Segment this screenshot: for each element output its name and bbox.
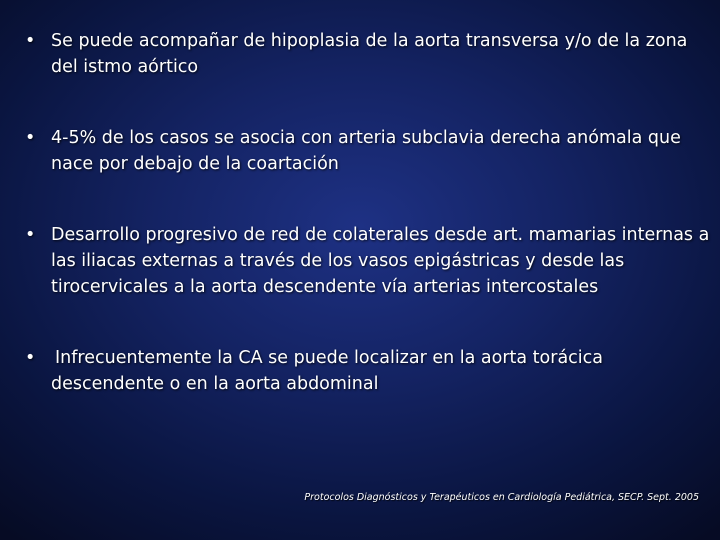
bullet-marker: • bbox=[25, 128, 36, 148]
bullet-marker: • bbox=[25, 31, 36, 51]
bullet-text: 4-5% de los casos se asocia con arteria subclavia derecha anómala que nace por debajo de la coartación bbox=[51, 128, 681, 174]
bullet-text: Desarrollo progresivo de red de colaterales desde art. mamarias internas a las iliacas externas a través de los vasos epigástricas y desde las tirocervicales a la aorta descendente vía arterias intercostales bbox=[51, 225, 710, 297]
bullet-marker: • bbox=[25, 348, 36, 368]
bullet-list bbox=[20, 28, 710, 442]
bullet-text: Infrecuentemente la CA se puede localizar en la aorta torácica descendente o en la aorta abdominal bbox=[51, 348, 604, 394]
bullet-item bbox=[20, 125, 710, 177]
bullet-marker: • bbox=[25, 225, 36, 245]
citation: Protocolos Diagnósticos y Terapéuticos en Cardiología Pediátrica, SECP. Sept. 2005 bbox=[304, 492, 699, 503]
bullet-item bbox=[20, 222, 710, 300]
bullet-text: Se puede acompañar de hipoplasia de la aorta transversa y/o de la zona del istmo aórtico bbox=[51, 31, 688, 77]
bullet-item bbox=[20, 345, 710, 397]
bullet-item bbox=[20, 28, 710, 80]
